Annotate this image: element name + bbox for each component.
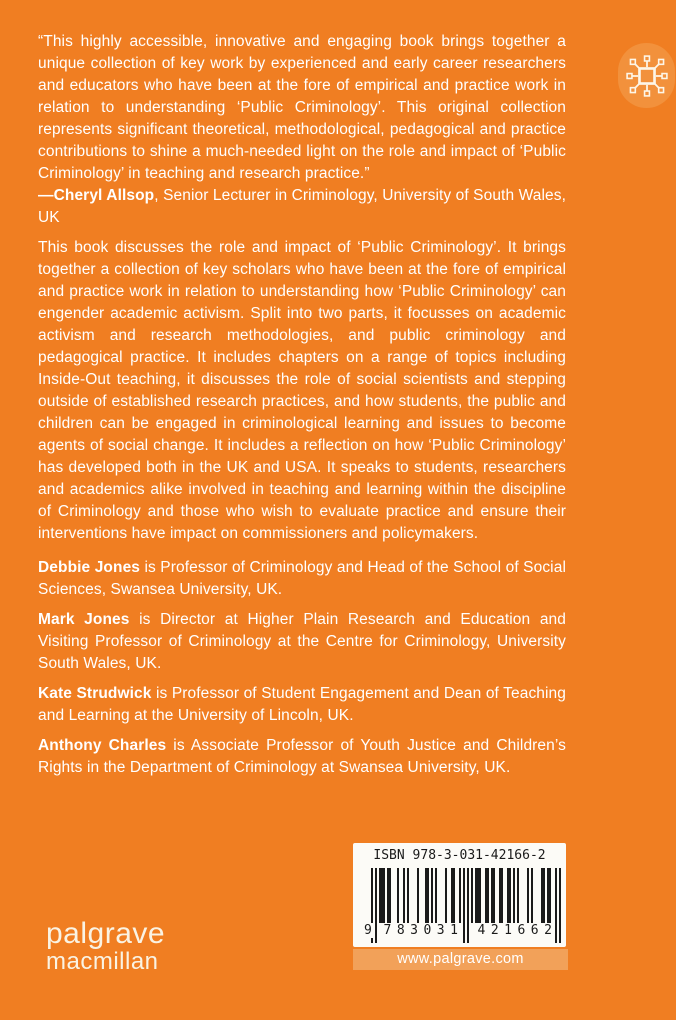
- review-attribution: [38, 185, 566, 229]
- author-bio-text: is Associate Professor of Youth Justice and Children’s Rights in the Department of Criminology at Swansea University, UK.: [38, 737, 566, 776]
- book-description: This book discusses the role and impact of ‘Public Criminology’. It brings together a collection of key scholars who have been at the fore of empirical and practice work in relation to understanding how ‘Public Criminology’ can engender academic activism. Split into two parts, it focusses on academic activism and research methodologies, and public criminology and pedagogical practice. It includes chapters on a range of topics including Inside-Out teaching, it discusses the role of social scientists and stepping outside of established research practices, and how students, the public and children can be engaged in criminological learning and issues to become agents of social change. It includes a reflection on how ‘Public Criminology’ has developed both in the UK and USA. It speaks to students, researchers and academics alike involved in teaching and learning within the discipline of Criminology and those who wish to evaluate practice and ensure their interventions have impact on commissioners and policymakers.: [38, 239, 566, 542]
- author-name: Kate Strudwick: [38, 685, 152, 702]
- author-bio: [38, 735, 566, 779]
- palgrave-star-icon: [624, 53, 670, 99]
- barcode-digits-right: 421662: [472, 923, 554, 938]
- author-bio-text: is Director at Higher Plain Research and Education and Visiting Professor of Criminology at the Centre for Criminology, University South Wales, UK.: [38, 611, 566, 672]
- publisher-logo: [46, 918, 165, 974]
- author-name: Anthony Charles: [38, 737, 167, 754]
- barcode-digit-first: 9: [364, 923, 372, 938]
- author-name: Mark Jones: [38, 611, 130, 628]
- author-bio: [38, 609, 566, 675]
- author-bio: [38, 557, 566, 601]
- publisher-url-strip: [353, 949, 568, 970]
- publisher-logo-palgrave: palgrave: [46, 917, 166, 950]
- author-bio-text: is Professor of Student Engagement and Dean of Teaching and Learning at the University of Lincoln, UK.: [38, 685, 567, 724]
- barcode-digits-left: 783031: [378, 923, 460, 938]
- review-quote: “This highly accessible, innovative and engaging book brings together a unique collection of key work by experienced and early career researchers and educators who have been at the fore of empirical and practice work in relation to understanding ‘Public Criminology’. This original collection represents significant theoretical, methodological, pedagogical and practice contributions to shine a much-needed light on the role and impact of ‘Public Criminology’ in teaching and research practice.”: [38, 33, 566, 182]
- reviewer-name: —Cheryl Allsop: [38, 187, 155, 204]
- back-cover-text: [38, 31, 566, 779]
- publisher-emblem-pill: [618, 43, 675, 108]
- publisher-logo-macmillan: macmillan: [46, 948, 159, 975]
- author-bio: [38, 683, 566, 727]
- author-bio-text: is Professor of Criminology and Head of the School of Social Sciences, Swansea University, UK.: [38, 559, 566, 598]
- isbn-barcode-panel: [353, 843, 566, 947]
- reviewer-title: , Senior Lecturer in Criminology, University of South Wales, UK: [38, 187, 566, 226]
- isbn-number: ISBN 978-3-031-42166-2: [373, 848, 546, 863]
- author-name: Debbie Jones: [38, 559, 141, 576]
- publisher-url: www.palgrave.com: [397, 951, 524, 967]
